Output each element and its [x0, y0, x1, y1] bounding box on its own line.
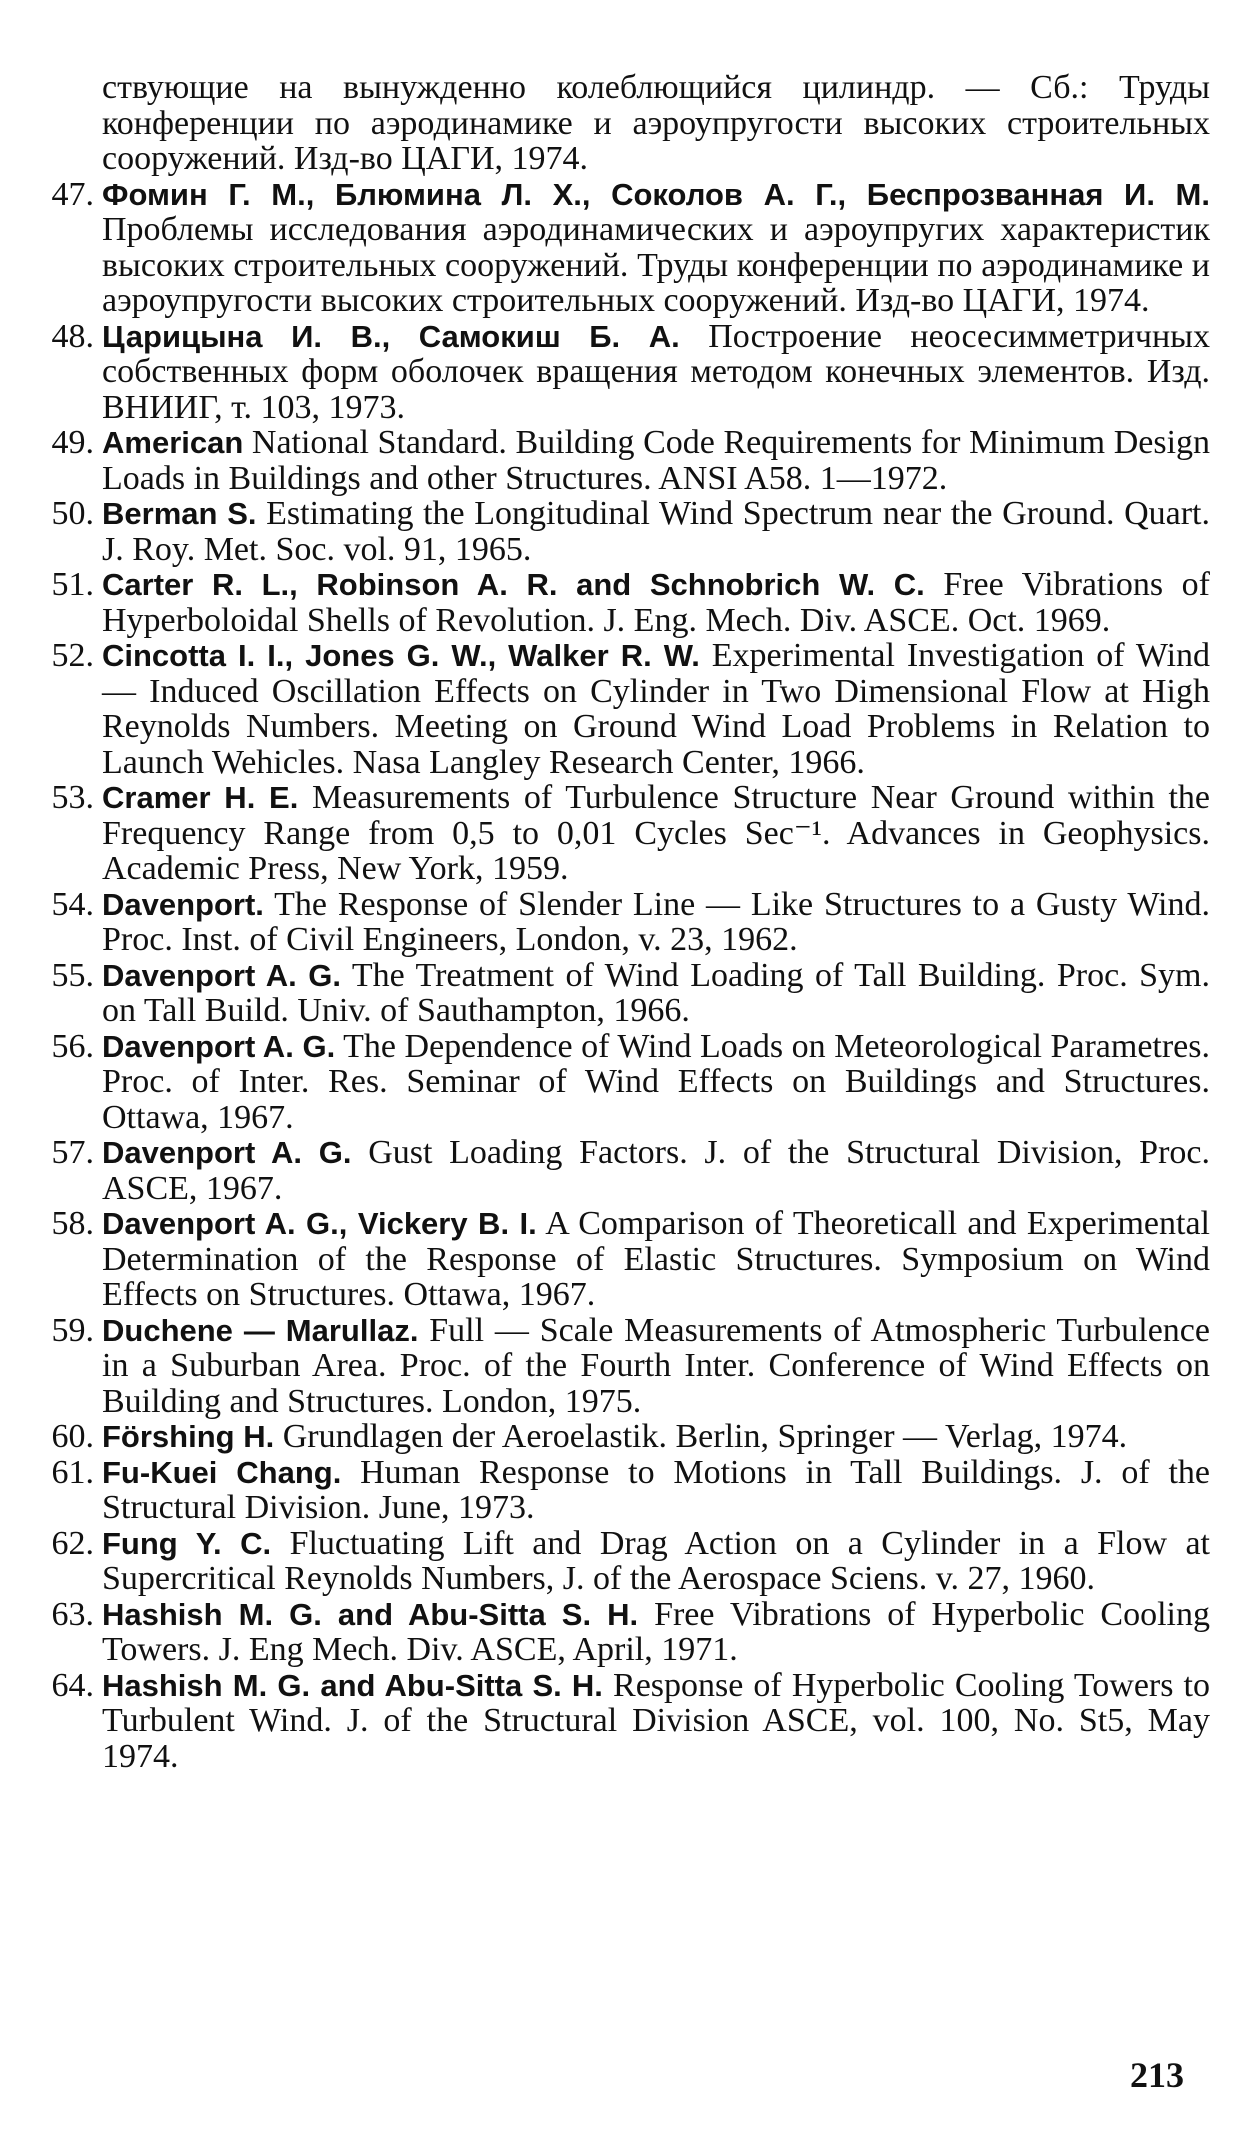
reference-authors: Davenport A. G. — [102, 957, 341, 993]
reference-number: 64. — [51, 1666, 94, 1704]
reference-authors: Cramer H. E. — [102, 780, 299, 815]
reference-text: Gust Loading Factors. J. of the Structural Division, Proc. ASCE, 1967. — [102, 1134, 1210, 1207]
reference-item — [30, 1455, 1210, 1526]
reference-item — [30, 887, 1210, 958]
reference-text: Grundlagen der Aeroelastik. Berlin, Springer — Verlag, 1974. — [282, 1418, 1128, 1455]
reference-number: 52. — [51, 637, 94, 674]
reference-text: The Treatment of Wind Loading of Tall Building. Proc. Sym. on Tall Build. Univ. of Sauthampton, 1966. — [102, 956, 1210, 1029]
reference-text: A Comparison of Theoreticall and Experimental Determination of the Response of Elastic Structures. Symposium on Wind Effects on Structures. Ottawa, 1967. — [102, 1205, 1210, 1313]
reference-item — [30, 638, 1210, 780]
reference-item — [30, 1597, 1210, 1668]
reference-authors: Davenport. — [102, 886, 264, 922]
reference-number: 47. — [51, 175, 94, 213]
reference-item — [30, 958, 1210, 1029]
reference-authors: Фомин Г. М., Блюмина Л. Х., Соколов А. Г., Беспрозванная И. М. — [102, 176, 1210, 212]
reference-item — [30, 1206, 1210, 1313]
reference-authors: Davenport A. G. — [102, 1028, 336, 1064]
reference-number: 60. — [51, 1418, 94, 1455]
reference-number: 49. — [51, 424, 94, 461]
reference-authors: Davenport A. G. — [102, 1135, 352, 1170]
reference-authors: Carter R. L., Robinson A. R. and Schnobrich W. C. — [102, 567, 925, 602]
reference-authors: Fung Y. C. — [102, 1525, 272, 1561]
reference-item — [30, 1526, 1210, 1597]
page-number: 213 — [1130, 2055, 1184, 2095]
reference-number: 57. — [51, 1134, 94, 1171]
reference-item — [30, 319, 1210, 426]
reference-text: Full — Scale Measurements of Atmospheric Turbulence in a Suburban Area. Proc. of the Fourth Inter. Conference of Wind Effects on Building and Structures. London, 1975. — [102, 1311, 1210, 1420]
reference-number: 61. — [51, 1453, 94, 1491]
reference-item — [30, 1419, 1210, 1455]
reference-number: 54. — [51, 885, 94, 923]
reference-number: 59. — [51, 1311, 94, 1349]
reference-text: Response of Hyperbolic Cooling Towers to Turbulent Wind. J. of the Structural Division ASCE, vol. 100, No. St5, May 1974. — [102, 1666, 1211, 1775]
reference-text: Проблемы исследования аэродинамических и аэроупругих характеристик высоких строительных сооружений. Труды конференции по аэродинамике и аэроупругости высоких строительных сооружений. Изд-во ЦАГИ, 1974. — [102, 211, 1210, 319]
reference-text: Free Vibrations of Hyperbolic Cooling Towers. J. Eng Mech. Div. ASCE, April, 1971. — [102, 1595, 1210, 1668]
reference-item — [30, 177, 1210, 319]
reference-authors: Cincotta I. I., Jones G. W., Walker R. W. — [102, 638, 700, 673]
reference-authors: Förshing H. — [102, 1419, 275, 1454]
reference-authors: Hashish M. G. and Abu-Sitta S. H. — [102, 1667, 603, 1703]
reference-number: 55. — [51, 956, 94, 994]
reference-item — [30, 425, 1210, 496]
reference-item — [30, 1135, 1210, 1206]
reference-text: National Standard. Building Code Requirements for Minimum Design Loads in Buildings and other Structures. ANSI A58. 1—1972. — [102, 424, 1211, 497]
reference-number: 53. — [51, 779, 94, 816]
reference-authors: Царицына И. В., Самокиш Б. А. — [102, 318, 680, 354]
reference-text: The Dependence of Wind Loads on Meteorological Parametres. Proc. of Inter. Res. Seminar of Wind Effects on Buildings and Structures. Ottawa, 1967. — [102, 1027, 1210, 1136]
reference-number: 48. — [51, 317, 94, 355]
reference-item — [30, 780, 1210, 887]
reference-item — [30, 70, 1210, 177]
reference-text: Estimating the Longitudinal Wind Spectrum near the Ground. Quart. J. Roy. Met. Soc. vol. 91, 1965. — [102, 495, 1211, 568]
reference-text: Fluctuating Lift and Drag Action on a Cylinder in a Flow at Supercritical Reynolds Numbers, J. of the Aerospace Sciens. v. 27, 1960. — [102, 1524, 1211, 1597]
reference-number: 63. — [51, 1595, 94, 1633]
reference-number: 51. — [51, 566, 94, 603]
reference-authors: Davenport A. G., Vickery B. I. — [102, 1206, 537, 1241]
reference-authors: Berman S. — [102, 496, 257, 531]
reference-item — [30, 496, 1210, 567]
reference-item — [30, 567, 1210, 638]
reference-text: Human Response to Motions in Tall Buildings. J. of the Structural Division. June, 1973. — [102, 1453, 1210, 1526]
reference-number: 50. — [51, 495, 94, 532]
reference-text: Free Vibrations of Hyperboloidal Shells of Revolution. J. Eng. Mech. Div. ASCE. Oct. 1969. — [102, 566, 1210, 639]
reference-item — [30, 1668, 1210, 1775]
reference-number: 62. — [51, 1524, 94, 1562]
reference-text: Experimental Investigation of Wind — Induced Oscillation Effects on Cylinder in Two Dimensional Flow at High Reynolds Numbers. Meeting on Ground Wind Load Problems in Relation to Launch Wehicles. Nasa Langley Research Center, 1966. — [102, 637, 1211, 781]
reference-item — [30, 1313, 1210, 1420]
reference-number: 58. — [51, 1205, 94, 1242]
reference-number: 56. — [51, 1027, 94, 1065]
reference-text: ствующие на вынужденно колеблющийся цилиндр. — Сб.: Труды конференции по аэродинамике и аэроупругости высоких строительных сооружений. Изд-во ЦАГИ, 1974. — [102, 69, 1210, 177]
reference-list — [30, 70, 1210, 1774]
reference-text: Построение неосесимметричных собственных форм оболочек вращения методом конечных элементов. Изд. ВНИИГ, т. 103, 1973. — [102, 317, 1210, 426]
reference-authors: Hashish M. G. and Abu-Sitta S. H. — [102, 1596, 639, 1632]
reference-text: Measurements of Turbulence Structure Near Ground within the Frequency Range from 0,5 to 0,01 Cycles Sec⁻¹. Advances in Geophysics. Academic Press, New York, 1959. — [102, 779, 1210, 887]
reference-item — [30, 1029, 1210, 1136]
reference-authors: American — [102, 425, 244, 460]
reference-text: The Response of Slender Line — Like Structures to a Gusty Wind. Proc. Inst. of Civil Engineers, London, v. 23, 1962. — [102, 885, 1211, 958]
reference-authors: Duchene — Marullaz. — [102, 1312, 419, 1348]
reference-authors: Fu-Kuei Chang. — [102, 1454, 342, 1490]
